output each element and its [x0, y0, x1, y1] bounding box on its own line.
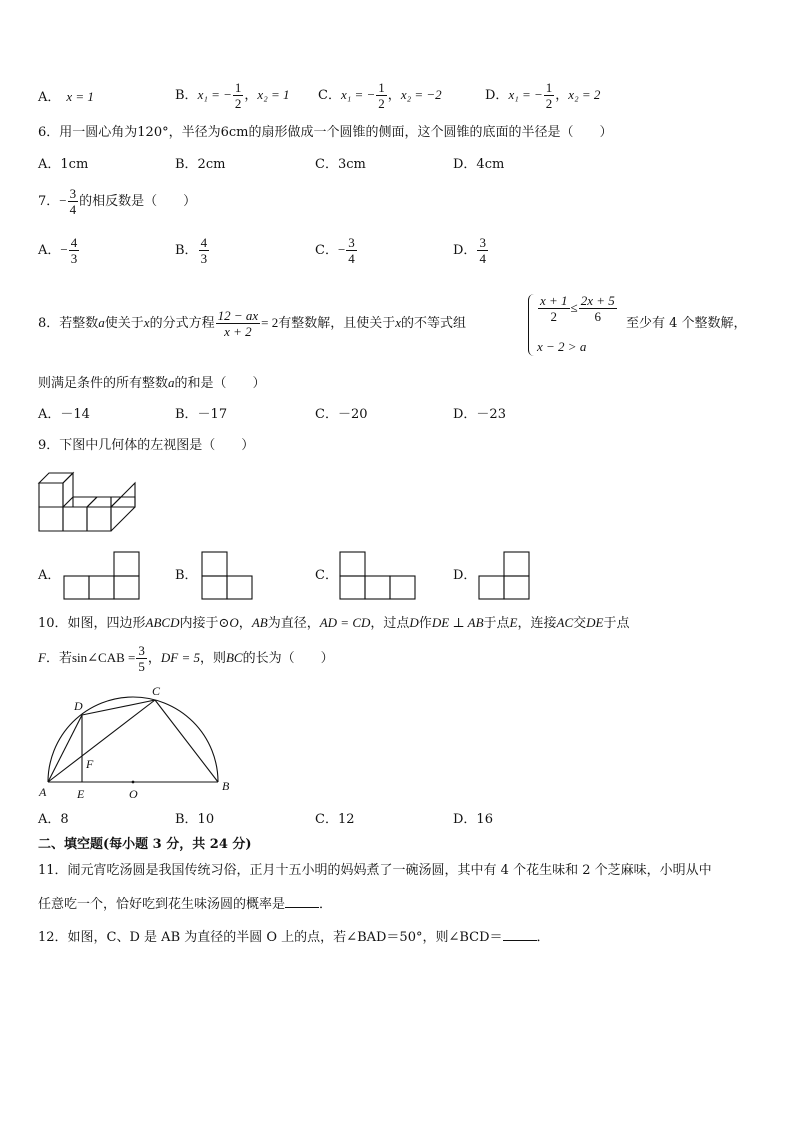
q10-segment-ac — [48, 700, 155, 782]
q8-option-a: A．－14 — [38, 407, 90, 422]
q10-label-b: B — [222, 779, 230, 793]
q5-option-a: A． x = 1 — [38, 89, 94, 105]
q10-option-b: B．10 — [175, 812, 215, 827]
q7-stem: 7．− $\frac{3}{4}$ 的相反数是（ ） — [38, 186, 197, 217]
q5-option-c: C．x₁ = − $\frac{1}{2}$ ，x₂ = −2 — [318, 80, 442, 111]
q10-stem-line1: 10．如图，四边形ABCD内接于⊙O，AB为直径，AD = CD，过点D作DE ⊥ AB于点E，连接AC交DE于点 — [38, 615, 630, 631]
q9-option-d-view — [477, 550, 533, 602]
q10-option-a: A．8 — [38, 812, 69, 827]
q10-label-d: D — [74, 699, 83, 713]
q9-option-c-label: C． — [315, 568, 338, 583]
q5-option-b: B．x₁ = − $\frac{1}{2}$ ，x₂ = 1 — [175, 80, 290, 111]
q8-inequality-brace — [528, 294, 535, 356]
q9-option-b-label: B． — [175, 568, 198, 583]
q9-option-b-view — [200, 550, 256, 602]
q6-option-a: A．1cm — [38, 157, 89, 172]
q10-label-a: A — [39, 785, 47, 799]
q9-stem: 9．下图中几何体的左视图是（ ） — [38, 438, 255, 453]
q6-option-d: D．4cm — [453, 157, 505, 172]
q6-option-c: C．3cm — [315, 157, 366, 172]
q5-option-d: D．x₁ = − $\frac{1}{2}$ ，x₂ = 2 — [485, 80, 601, 111]
q12-stem: 12．如图，C、D 是 AB 为直径的半圆 O 上的点，若∠BAD＝50°，则∠BCD＝ ． — [38, 930, 550, 945]
q7-option-a: A．− $\frac{4}{3}$ — [38, 235, 78, 266]
q10-label-o: O — [129, 787, 138, 801]
q8-stem-line1: 8．若整数a使关于x的分式方程 $\frac{12 - ax}{x + 2}$ = 2有整数解，且使关于x的不等式组 — [38, 308, 467, 339]
q9-option-a-view — [62, 550, 142, 602]
q8-inequality-1: $\frac{x + 1}{2}$ ≤ $\frac{2x + 5}{6}$ — [540, 293, 615, 324]
q8-inequality-2: x − 2 > a — [537, 339, 587, 354]
q11-line2: 任意吃一个，恰好吃到花生味汤圆的概率是 ． — [38, 897, 333, 912]
q10-option-d: D．16 — [453, 812, 493, 827]
q10-segment-cb — [155, 700, 218, 782]
q8-stem-line2: 则满足条件的所有整数a的和是（ ） — [38, 375, 266, 391]
q7-option-b: B． $\frac{4}{3}$ — [175, 235, 208, 266]
q10-option-c: C．12 — [315, 812, 355, 827]
q11-line1: 11．闹元宵吃汤圆是我国传统习俗，正月十五小明的妈妈煮了一碗汤圆，其中有 4 个花生味和 2 个芝麻味，小明从中 — [38, 863, 712, 878]
q8-stem-line1-end: 至少有 4 个整数解， — [626, 316, 747, 331]
q9-option-a-label: A． — [38, 568, 61, 583]
q8-option-b: B．－17 — [175, 407, 228, 422]
q12-answer-blank[interactable] — [503, 928, 537, 941]
q10-center-dot — [132, 781, 135, 784]
q10-stem-line2: F．若sin∠CAB = $\frac{3}{5}$ ，DF = 5，则BC的长为（ ） — [38, 643, 334, 674]
q10-label-e: E — [77, 787, 85, 801]
q6-option-b: B．2cm — [175, 157, 226, 172]
q10-label-c: C — [152, 684, 161, 698]
q10-figure — [36, 680, 236, 802]
section-fill-in-title: 二、填空题(每小题 3 分，共 24 分) — [38, 837, 252, 852]
q10-segment-ad — [48, 715, 82, 782]
q9-solid-figure — [36, 470, 140, 534]
q8-option-c: C．－20 — [315, 407, 368, 422]
q8-option-d: D．－23 — [453, 407, 506, 422]
q11-answer-blank[interactable] — [285, 895, 319, 908]
q6-stem: 6．用一圆心角为120°，半径为6cm的扇形做成一个圆锥的侧面，这个圆锥的底面的半径是（ ） — [38, 125, 613, 140]
q7-option-d: D． $\frac{3}{4}$ — [453, 235, 486, 266]
q10-label-f: F — [86, 757, 94, 771]
q9-option-d-label: D． — [453, 568, 477, 583]
q7-option-c: C．− $\frac{3}{4}$ — [315, 235, 355, 266]
q9-option-c-view — [338, 550, 418, 602]
